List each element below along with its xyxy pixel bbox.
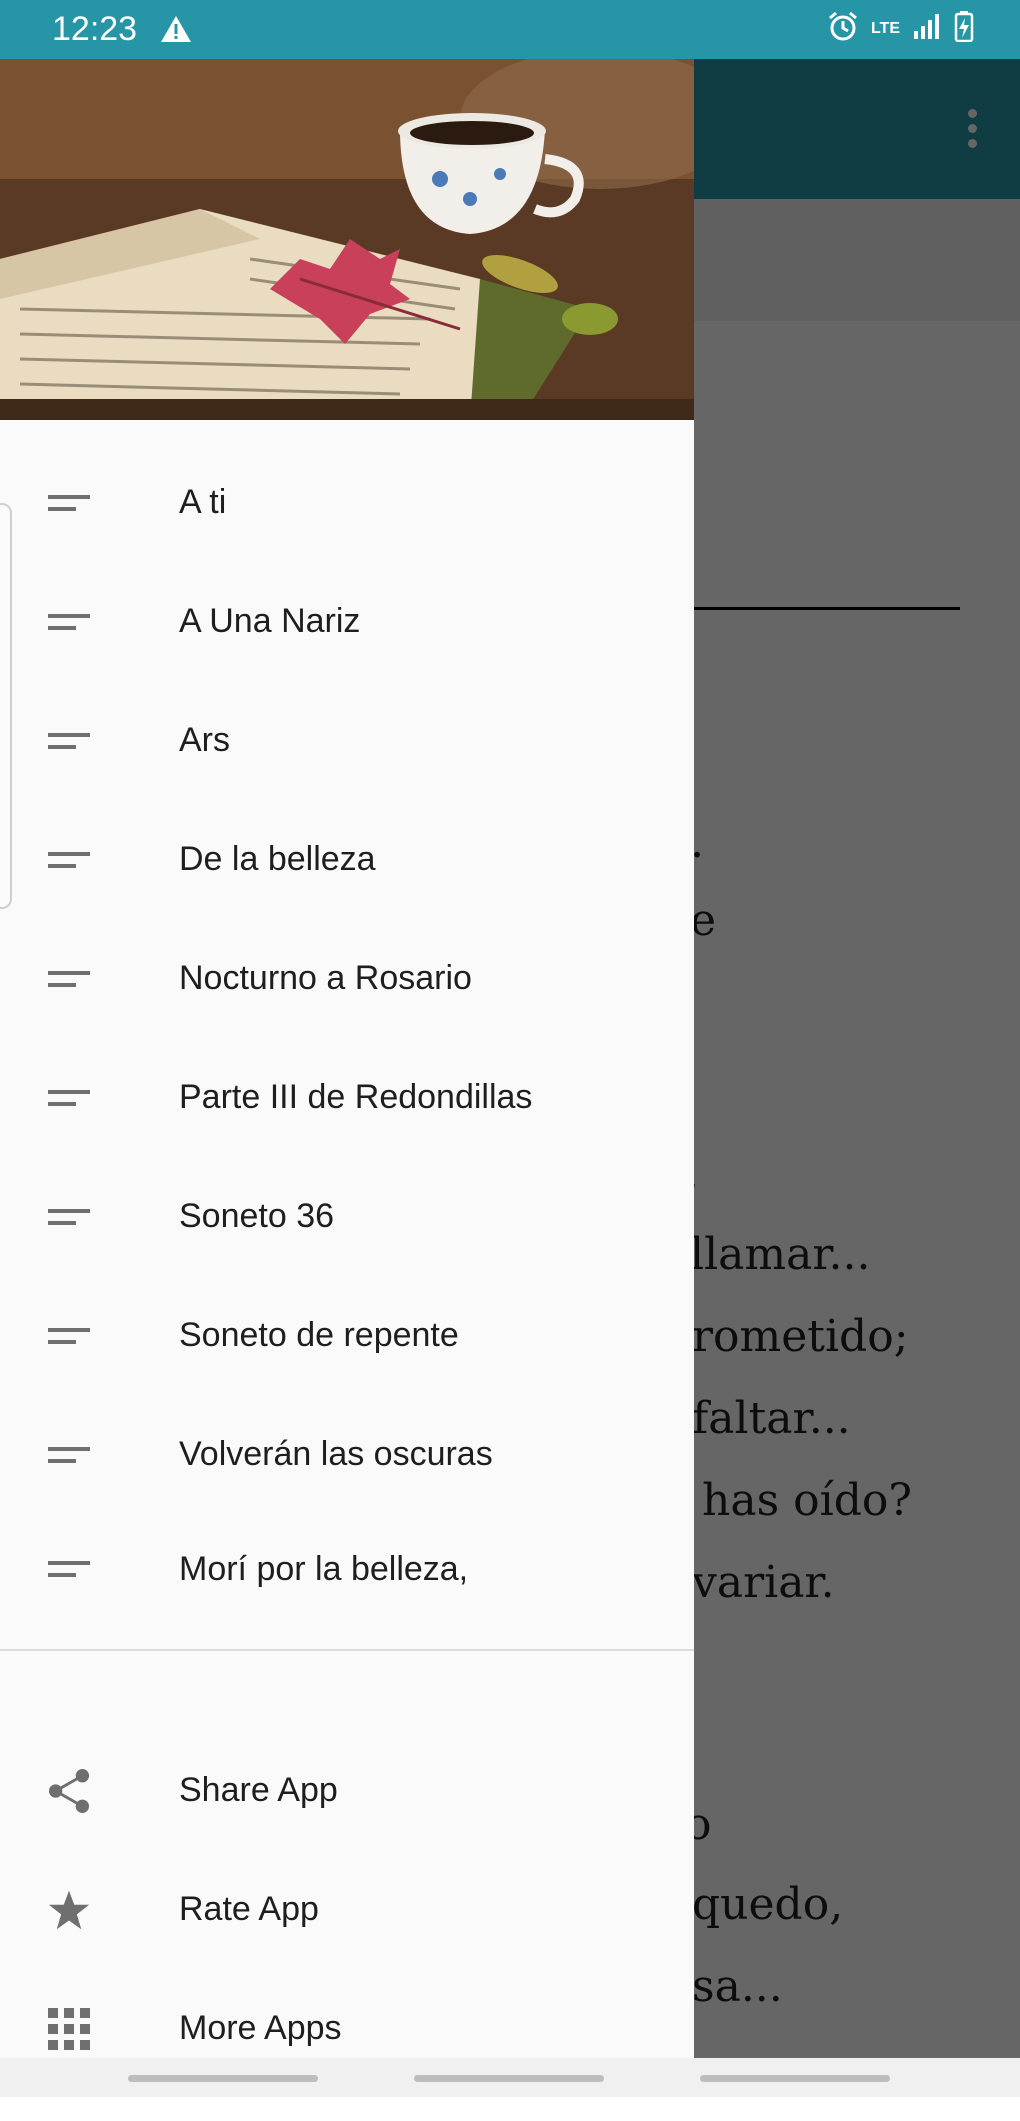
drawer-item-soneto-36[interactable] bbox=[0, 1157, 694, 1276]
nav-recent-button[interactable] bbox=[128, 2075, 318, 2082]
warning-icon bbox=[160, 14, 192, 49]
short-text-icon bbox=[48, 959, 90, 999]
drawer-item-label: Soneto 36 bbox=[179, 1197, 335, 1235]
drawer-item-soneto-de-repente[interactable] bbox=[0, 1276, 694, 1395]
nav-back-button[interactable] bbox=[700, 2075, 890, 2082]
short-text-icon bbox=[48, 602, 90, 642]
rate-app-label: Rate App bbox=[179, 1890, 319, 1928]
short-text-icon bbox=[48, 840, 90, 880]
network-type: LTE bbox=[870, 19, 900, 37]
signal-icon bbox=[912, 11, 942, 46]
drawer-item-a-una-nariz[interactable] bbox=[0, 562, 694, 681]
drawer-item-label: Ars bbox=[179, 721, 230, 759]
short-text-icon bbox=[48, 721, 90, 761]
drawer-item-redondillas[interactable] bbox=[0, 1038, 694, 1157]
status-icons bbox=[827, 10, 974, 47]
battery-charging-icon bbox=[954, 10, 974, 47]
drawer-item-label: Parte III de Redondillas bbox=[179, 1078, 533, 1116]
star-icon bbox=[48, 1890, 90, 1930]
edge-panel-handle[interactable] bbox=[0, 503, 12, 909]
poem-list bbox=[0, 443, 694, 1624]
short-text-icon bbox=[48, 1078, 90, 1118]
drawer-item-mori-por-la-belleza[interactable] bbox=[0, 1514, 694, 1624]
short-text-icon bbox=[48, 483, 90, 523]
navigation-drawer bbox=[0, 59, 694, 2058]
drawer-item-label: Soneto de repente bbox=[179, 1316, 459, 1354]
drawer-item-label: Morí por la belleza, bbox=[179, 1549, 469, 1588]
drawer-divider bbox=[0, 1649, 694, 1651]
drawer-item-label: Nocturno a Rosario bbox=[179, 959, 472, 997]
drawer-header-image bbox=[0, 59, 694, 420]
status-time: 12:23 bbox=[52, 10, 138, 48]
drawer-item-ars[interactable] bbox=[0, 681, 694, 800]
drawer-item-label: Volverán las oscuras bbox=[179, 1435, 493, 1473]
app-actions-list bbox=[0, 1731, 694, 2088]
short-text-icon bbox=[48, 1549, 90, 1589]
more-apps-label: More Apps bbox=[179, 2009, 342, 2047]
short-text-icon bbox=[48, 1316, 90, 1356]
drawer-item-nocturno-a-rosario[interactable] bbox=[0, 919, 694, 1038]
short-text-icon bbox=[48, 1197, 90, 1237]
apps-grid-icon bbox=[48, 2009, 90, 2049]
share-app-label: Share App bbox=[179, 1771, 338, 1809]
drawer-item-label: De la belleza bbox=[179, 840, 376, 878]
system-nav-bar bbox=[0, 2058, 1020, 2097]
rate-app-button[interactable] bbox=[0, 1850, 694, 1969]
drawer-item-label: A ti bbox=[179, 483, 227, 521]
status-bar bbox=[0, 0, 1020, 59]
share-icon bbox=[48, 1771, 90, 1811]
alarm-icon bbox=[827, 10, 859, 47]
share-app-button[interactable] bbox=[0, 1731, 694, 1850]
drawer-item-a-ti[interactable] bbox=[0, 443, 694, 562]
drawer-item-volveran-las-oscuras[interactable] bbox=[0, 1395, 694, 1514]
nav-home-button[interactable] bbox=[414, 2075, 604, 2082]
short-text-icon bbox=[48, 1435, 90, 1475]
drawer-item-de-la-belleza[interactable] bbox=[0, 800, 694, 919]
drawer-item-label: A Una Nariz bbox=[179, 602, 361, 640]
